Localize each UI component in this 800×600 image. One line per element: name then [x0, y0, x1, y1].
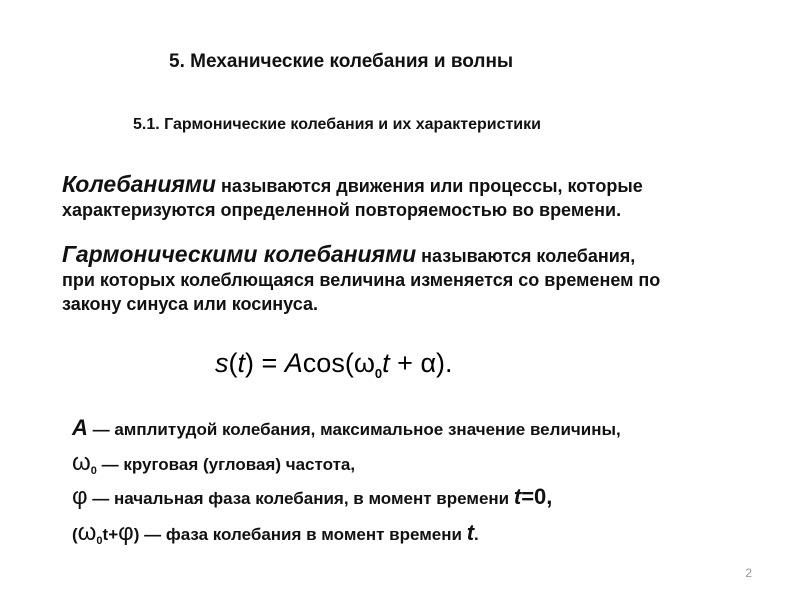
term-harmonic-oscillations: Гармоническими колебаниями — [62, 241, 417, 267]
formula-eq: ) = — [245, 348, 285, 378]
definition-amplitude-text: — амплитудой колебания, максимальное значение величины, — [87, 420, 621, 439]
formula-end: ). — [436, 348, 453, 378]
formula-cos: cos( — [302, 348, 354, 378]
phase-close: ) — [133, 525, 140, 544]
symbol-phi: φ — [72, 483, 88, 510]
definition-initial-phase — [72, 483, 552, 511]
symbol-omega: ω — [72, 449, 91, 476]
harmonic-definition — [62, 242, 660, 316]
phase-t-plus: t+ — [102, 525, 119, 544]
formula-t2: t — [382, 348, 390, 378]
para2-line2: при которых колеблющаяся величина изменяется со временем по — [62, 270, 661, 290]
para1-line1: называются движения или процессы, которые — [215, 176, 643, 196]
definition-initial-phase-tail: =0, — [521, 484, 553, 509]
para1-line2: характеризуются определенной повторяемостью во времени. — [62, 200, 622, 220]
formula-omega: ω — [353, 348, 375, 378]
formula-t: t — [237, 348, 246, 378]
formula-plus: + — [389, 348, 421, 378]
phase-phi: φ — [118, 519, 134, 546]
phase-omega-subscript: 0 — [96, 535, 103, 547]
oscillation-definition — [62, 172, 643, 222]
page-number: 2 — [745, 566, 752, 580]
para2-line3: закону синуса или косинуса. — [62, 294, 318, 314]
symbol-time: t — [513, 484, 522, 509]
phase-omega: ω — [77, 519, 97, 546]
phase-end: . — [474, 525, 479, 544]
harmonic-formula — [215, 348, 453, 381]
term-oscillations: Колебаниями — [62, 171, 216, 197]
definition-amplitude — [72, 415, 621, 441]
page-title: 5. Механические колебания и волны — [169, 51, 514, 72]
formula-amplitude: A — [284, 348, 303, 378]
formula-omega-subscript: 0 — [374, 366, 383, 381]
formula-lp: ( — [228, 348, 238, 378]
definition-phase — [72, 519, 479, 547]
definition-phase-text: — фаза колебания в момент времени — [139, 525, 467, 544]
formula-s: s — [215, 348, 229, 378]
symbol-omega-subscript: 0 — [90, 465, 97, 477]
definition-initial-phase-text: — начальная фаза колебания, в момент времени — [87, 489, 514, 508]
formula-alpha: α — [420, 348, 437, 378]
phase-time-symbol: t — [466, 520, 475, 545]
section-subtitle: 5.1. Гармонические колебания и их характеристики — [133, 116, 541, 133]
definition-frequency — [72, 449, 355, 477]
para2-line1: называются колебания, — [416, 246, 636, 266]
symbol-amplitude: A — [72, 415, 88, 440]
phase-open: ( — [72, 525, 78, 544]
definition-frequency-text: — круговая (угловая) частота, — [96, 455, 356, 474]
